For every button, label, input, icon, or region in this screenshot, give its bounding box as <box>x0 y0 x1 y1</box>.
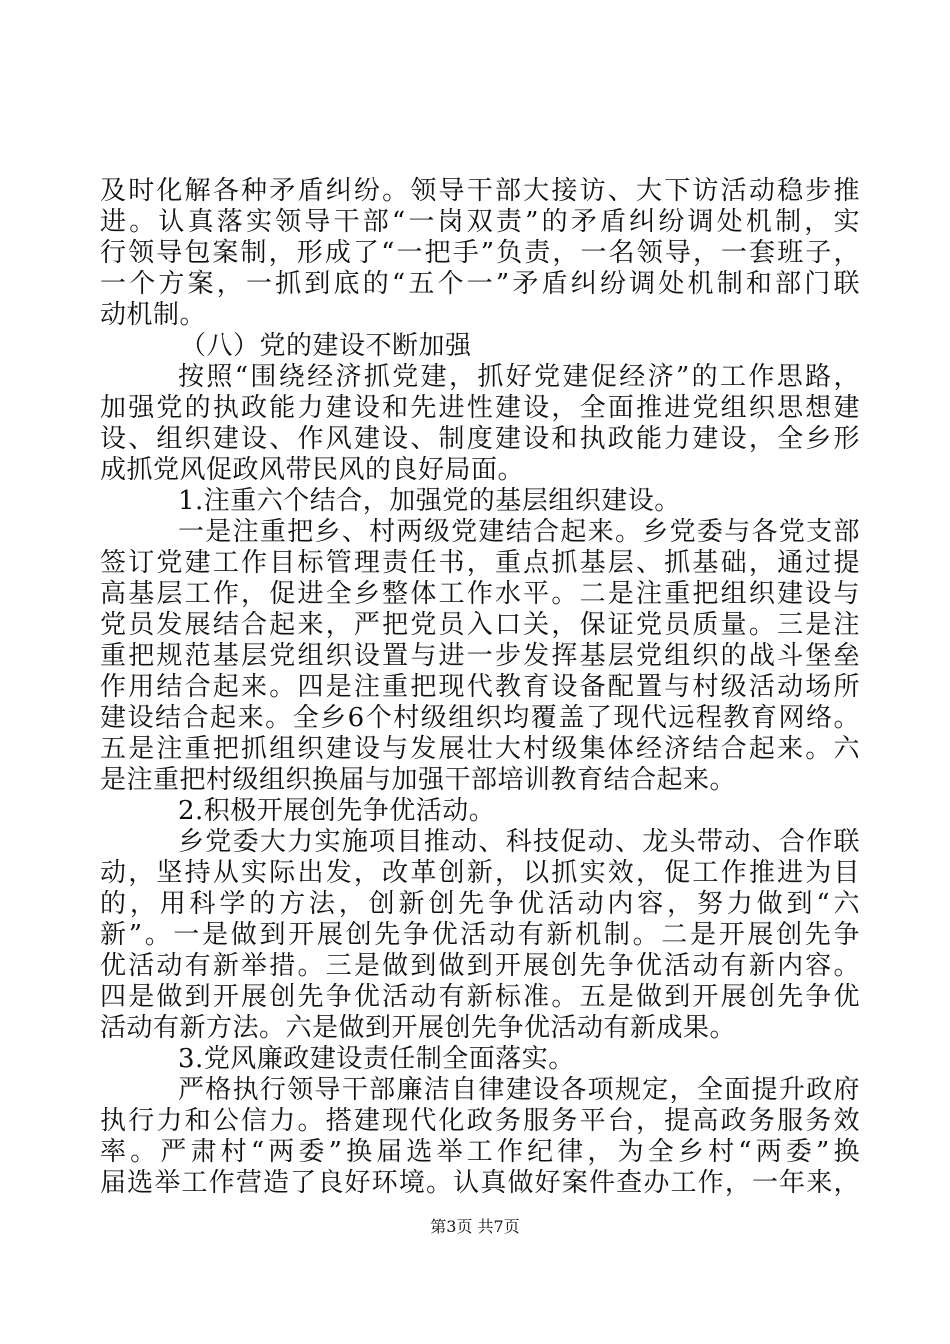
text-line: 行领导包案制，形成了“一把手”负责，一名领导，一套班子， <box>100 238 860 268</box>
text-line: 严格执行领导干部廉洁自律建设各项规定，全面提升政府 <box>178 1075 860 1105</box>
text-line: 优活动有新举措。三是做到做到开展创先争优活动有新内容。 <box>100 951 860 981</box>
text-line: 一个方案，一抓到底的“五个一”矛盾纠纷调处机制和部门联 <box>100 269 860 299</box>
text-line: 进。认真落实领导干部“一岗双责”的矛盾纠纷调处机制，实 <box>100 207 860 237</box>
text-line: 届选举工作营造了良好环境。认真做好案件查办工作，一年来， <box>100 1168 860 1198</box>
subsection-heading <box>100 796 860 827</box>
heading-text: 3.党风廉政建设责任制全面落实。 <box>178 1044 575 1074</box>
paragraph <box>100 1075 860 1199</box>
paragraph <box>100 362 860 486</box>
section-heading <box>100 331 860 362</box>
text-line: 成抓党风促政风带民风的良好局面。 <box>100 455 525 485</box>
text-line: 率。严肃村“两委”换届选举工作纪律，为全乡村“两委”换 <box>100 1137 860 1167</box>
text-line: 四是做到开展创先争优活动有新标准。五是做到开展创先争优 <box>100 982 860 1012</box>
paragraph <box>100 176 860 331</box>
text-line: 活动有新方法。六是做到开展创先争优活动有新成果。 <box>100 1013 737 1043</box>
text-line: 签订党建工作目标管理责任书，重点抓基层、抓基础，通过提 <box>100 548 860 578</box>
subsection-heading <box>100 1044 860 1075</box>
text-line: 的，用科学的方法，创新创先争优活动内容，努力做到“六 <box>100 889 860 919</box>
text-line: 动机制。 <box>100 300 207 330</box>
page-footer <box>0 1216 950 1238</box>
text-line: 乡党委大力实施项目推动、科技促动、龙头带动、合作联 <box>178 827 860 857</box>
paragraph <box>100 517 860 796</box>
heading-text: 1.注重六个结合，加强党的基层组织建设。 <box>178 486 681 516</box>
text-line: 按照“围绕经济抓党建，抓好党建促经济”的工作思路， <box>178 362 860 392</box>
text-line: 作用结合起来。四是注重把现代教育设备配置与村级活动场所 <box>100 672 860 702</box>
text-line: 党员发展结合起来，严把党员入口关，保证党员质量。三是注 <box>100 610 860 640</box>
subsection-heading <box>100 486 860 517</box>
text-line: 重把规范基层党组织设置与进一步发挥基层党组织的战斗堡垒 <box>100 641 860 671</box>
text-line: 一是注重把乡、村两级党建结合起来。乡党委与各党支部 <box>178 517 860 547</box>
text-line: 及时化解各种矛盾纠纷。领导干部大接访、大下访活动稳步推 <box>100 176 860 206</box>
text-line: 高基层工作，促进全乡整体工作水平。二是注重把组织建设与 <box>100 579 860 609</box>
paragraph <box>100 827 860 1044</box>
page-number: 第3页 共7页 <box>430 1217 520 1236</box>
text-line: 设、组织建设、作风建设、制度建设和执政能力建设，全乡形 <box>100 424 860 454</box>
text-line: 新”。一是做到开展创先争优活动有新机制。二是开展创先争 <box>100 920 860 950</box>
text-line: 执行力和公信力。搭建现代化政务服务平台，提高政务服务效 <box>100 1106 860 1136</box>
text-line: 建设结合起来。全乡6个村级组织均覆盖了现代远程教育网络。 <box>100 703 860 733</box>
heading-text: 2.积极开展创先争优活动。 <box>178 796 496 826</box>
text-line: 五是注重把抓组织建设与发展壮大村级集体经济结合起来。六 <box>100 734 860 764</box>
text-line: 加强党的执政能力建设和先进性建设，全面推进党组织思想建 <box>100 393 860 423</box>
body-text <box>100 176 860 1199</box>
text-line: 动，坚持从实际出发，改革创新，以抓实效，促工作推进为目 <box>100 858 860 888</box>
heading-text: （八）党的建设不断加强 <box>180 331 472 361</box>
text-line: 是注重把村级组织换届与加强干部培训教育结合起来。 <box>100 765 737 795</box>
